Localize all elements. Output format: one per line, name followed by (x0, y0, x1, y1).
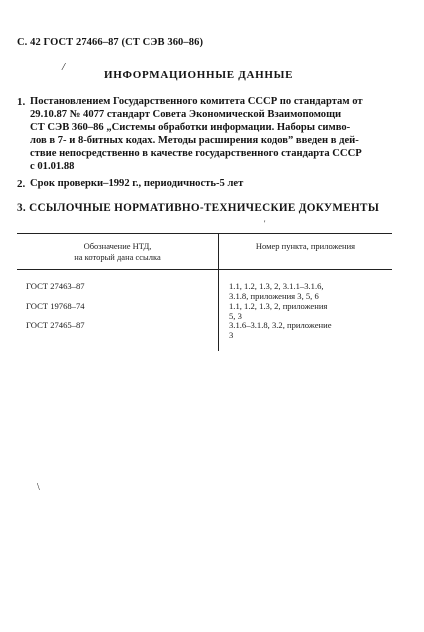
section-1-line: с 01.01.88 (30, 161, 75, 172)
section-1-line: Постановлением Государственного комитета СССР по стандартам от (30, 96, 363, 107)
stray-tick: ' (264, 219, 266, 228)
page-title: ИНФОРМАЦИОННЫЕ ДАННЫЕ (104, 69, 294, 81)
table-cell-refs (229, 281, 324, 301)
table-cell-refs-line: 5, 3 (229, 311, 242, 322)
section-1-number: 1. (17, 96, 26, 108)
section-3-title: ССЫЛОЧНЫЕ НОРМАТИВНО-ТЕХНИЧЕСКИЕ ДОКУМЕНТЫ (29, 202, 380, 214)
stray-mark-bottom: \ (37, 482, 40, 493)
table-cell-refs (229, 320, 332, 340)
section-2-text: Срок проверки–1992 г., периодичность-5 лет (30, 178, 244, 189)
section-1-line: СТ СЭВ 360–86 „Системы обработки информации. Наборы симво- (30, 122, 351, 133)
table-cell-doc: ГОСТ 19768–74 (26, 301, 85, 311)
table-cell-doc: ГОСТ 27463–87 (26, 281, 85, 291)
table-cell-refs-line: 1.1, 1.2, 1.3, 2, 3.1.1–3.1.6, (229, 281, 324, 291)
table-header-col1 (17, 241, 218, 263)
section-2-number: 2. (17, 178, 26, 190)
table-cell-doc: ГОСТ 27465–87 (26, 320, 85, 330)
page-header: С. 42 ГОСТ 27466–87 (СТ СЭВ 360–86) (17, 37, 204, 48)
section-1-line: ствие непосредственно в качестве государственного стандарта СССР (30, 148, 362, 159)
section-3-number: 3. (17, 202, 26, 214)
section-1-line: 29.10.87 № 4077 стандарт Совета Экономической Взаимопомощи (30, 109, 342, 120)
table-header-col1-line: на который дана ссылка (74, 252, 161, 262)
section-3-heading (17, 202, 379, 214)
table-cell-refs (229, 301, 327, 321)
table-cell-refs-line: 3.1.8, приложения 3, 5, 6 (229, 291, 319, 302)
table-header-col2: Номер пункта, приложения (255, 241, 356, 251)
table-header-rule (17, 269, 392, 270)
table-header-col1-line: Обозначение НТД, (83, 241, 152, 251)
table-cell-refs-line: 3 (229, 330, 234, 341)
table-cell-refs-line: 3.1.6–3.1.8, 3.2, приложение (229, 320, 332, 330)
section-1-line: лов в 7- и 8-битных кодах. Методы расширения кодов” введен в дей- (30, 135, 359, 146)
table-cell-refs-line: 1.1, 1.2, 1.3, 2, приложения (229, 301, 328, 311)
stray-mark: / (62, 61, 66, 73)
